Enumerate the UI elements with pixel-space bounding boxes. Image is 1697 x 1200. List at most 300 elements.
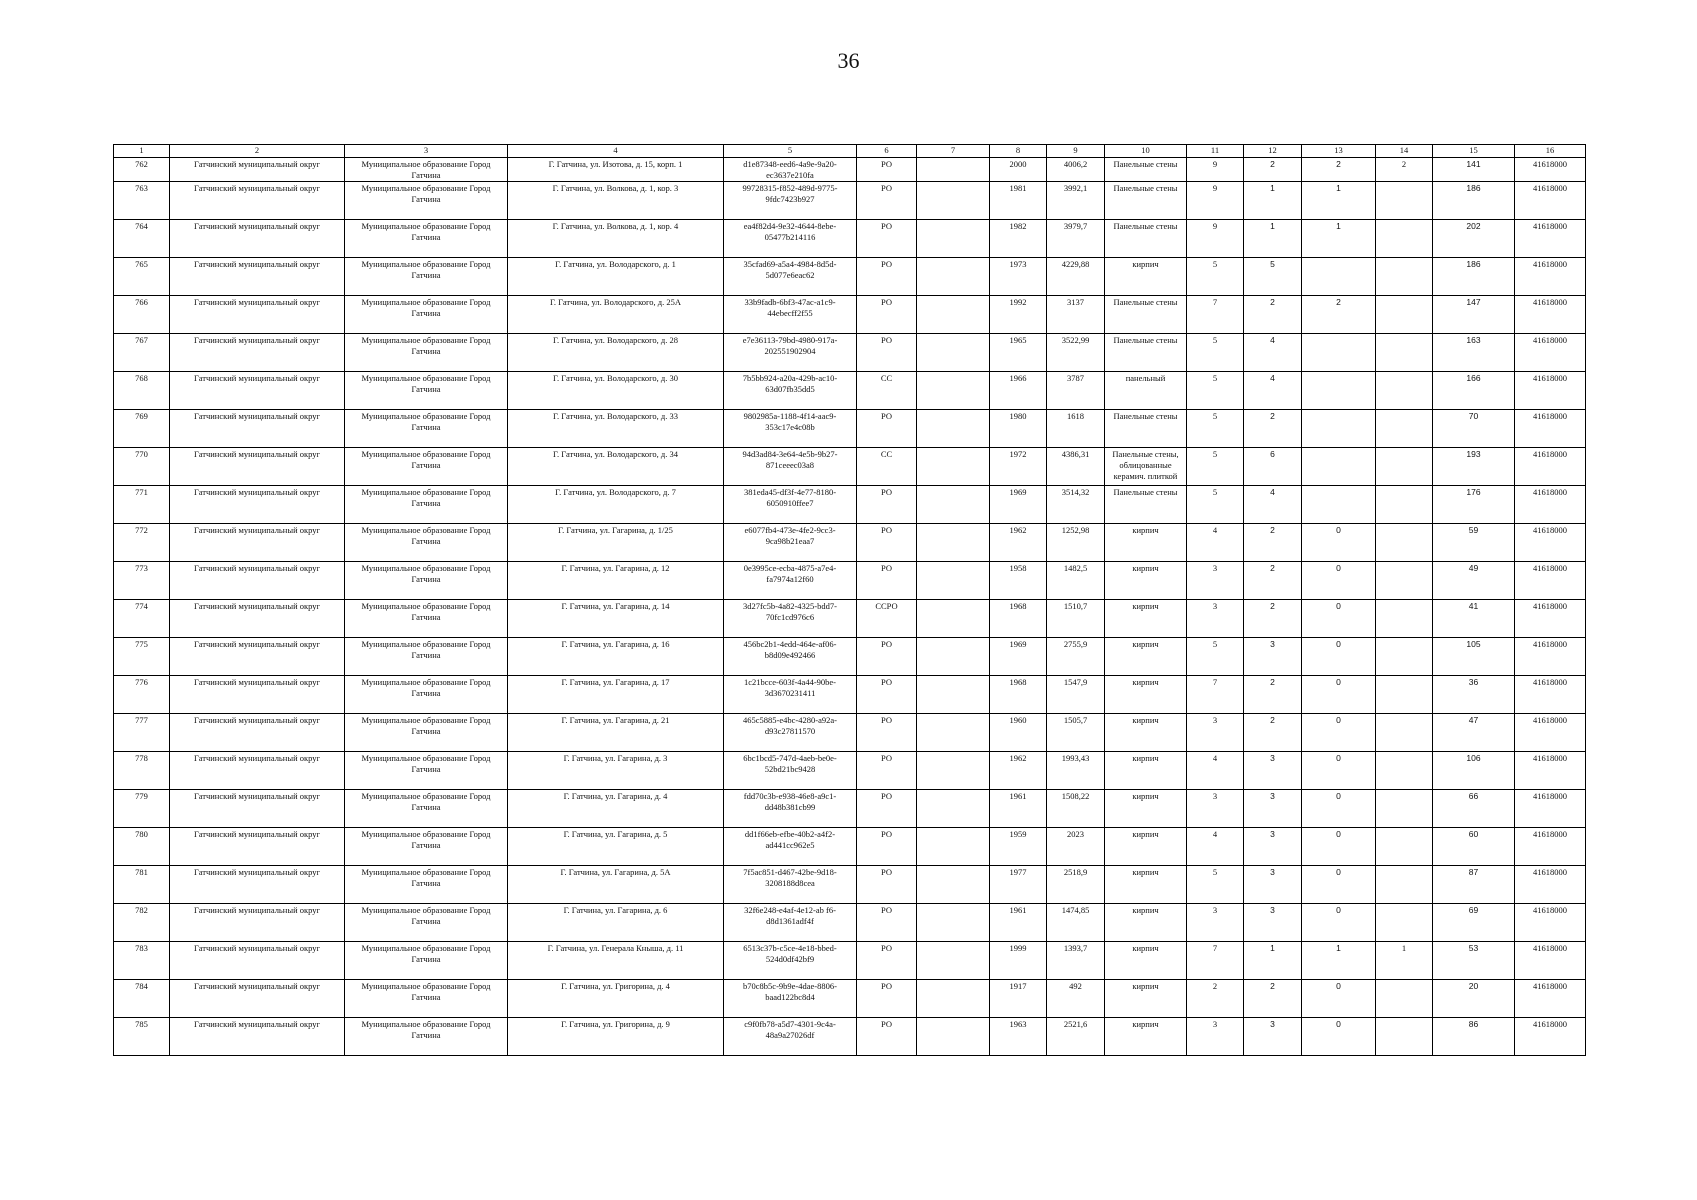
table-cell-col-9: 1510,7: [1047, 600, 1105, 638]
table-cell-col-12: 1: [1244, 182, 1302, 220]
table-cell-col-7: [917, 334, 990, 372]
table-cell-col-5: e6077fb4-473e-4fe2-9cc3-9ca98b21eaa7: [724, 524, 857, 562]
table-cell-col-6: РО: [857, 334, 917, 372]
table-cell-col-3: Муниципальное образование Город Гатчина: [345, 220, 508, 258]
table-cell-col-10: Панельные стены: [1105, 182, 1187, 220]
table-cell-col-9: 3137: [1047, 296, 1105, 334]
table-cell-col-8: 1960: [990, 714, 1047, 752]
table-row: [114, 158, 1586, 182]
table-cell-col-2: Гатчинский муниципальный округ: [170, 1018, 345, 1056]
table-cell-col-4: Г. Гатчина, ул. Волкова, д. 1, кор. 3: [508, 182, 724, 220]
table-cell-col-8: 1962: [990, 524, 1047, 562]
table-cell-col-11: 3: [1187, 600, 1244, 638]
table-cell-col-13: 0: [1302, 904, 1376, 942]
table-cell-col-7: [917, 410, 990, 448]
table-cell-col-5: b70c8b5c-9b9e-4dae-8806-baad122bc8d4: [724, 980, 857, 1018]
table-cell-col-10: Панельные стены: [1105, 334, 1187, 372]
table-cell-col-1: 782: [114, 904, 170, 942]
table-cell-col-7: [917, 372, 990, 410]
table-header: [114, 145, 1586, 158]
table-cell-col-2: Гатчинский муниципальный округ: [170, 790, 345, 828]
table-cell-col-11: 5: [1187, 410, 1244, 448]
table-cell-col-7: [917, 296, 990, 334]
table-cell-col-4: Г. Гатчина, ул. Володарского, д. 33: [508, 410, 724, 448]
table-cell-col-1: 777: [114, 714, 170, 752]
table-cell-col-7: [917, 980, 990, 1018]
table-cell-col-6: СС: [857, 448, 917, 486]
table-cell-col-1: 766: [114, 296, 170, 334]
table-cell-col-4: Г. Гатчина, ул. Гагарина, д. 3: [508, 752, 724, 790]
table-cell-col-6: СС: [857, 372, 917, 410]
table-row: [114, 942, 1586, 980]
table-row: [114, 866, 1586, 904]
table-cell-col-2: Гатчинский муниципальный округ: [170, 182, 345, 220]
table-cell-col-6: РО: [857, 220, 917, 258]
table-cell-col-14: [1376, 296, 1433, 334]
column-header-16: 16: [1515, 145, 1586, 158]
table-cell-col-7: [917, 676, 990, 714]
table-cell-col-3: Муниципальное образование Город Гатчина: [345, 600, 508, 638]
table-row: [114, 258, 1586, 296]
table-cell-col-4: Г. Гатчина, ул. Гагарина, д. 5: [508, 828, 724, 866]
table-cell-col-11: 5: [1187, 334, 1244, 372]
table-cell-col-16: 41618000: [1515, 158, 1586, 182]
table-cell-col-5: d1e87348-eed6-4a9e-9a20-ec3637e210fa: [724, 158, 857, 182]
table-cell-col-13: 1: [1302, 220, 1376, 258]
table-cell-col-11: 5: [1187, 866, 1244, 904]
table-cell-col-13: 0: [1302, 790, 1376, 828]
table-cell-col-6: РО: [857, 676, 917, 714]
table-cell-col-13: [1302, 334, 1376, 372]
table-cell-col-2: Гатчинский муниципальный округ: [170, 334, 345, 372]
table-cell-col-15: 59: [1433, 524, 1515, 562]
table-cell-col-8: 1958: [990, 562, 1047, 600]
table-cell-col-2: Гатчинский муниципальный округ: [170, 486, 345, 524]
table-cell-col-3: Муниципальное образование Город Гатчина: [345, 866, 508, 904]
table-cell-col-14: [1376, 638, 1433, 676]
table-cell-col-5: 99728315-f852-489d-9775-9fdc7423b927: [724, 182, 857, 220]
table-cell-col-8: 1980: [990, 410, 1047, 448]
table-cell-col-16: 41618000: [1515, 296, 1586, 334]
table-cell-col-3: Муниципальное образование Город Гатчина: [345, 942, 508, 980]
table-cell-col-11: 2: [1187, 980, 1244, 1018]
table-cell-col-15: 60: [1433, 828, 1515, 866]
table-cell-col-10: панельный: [1105, 372, 1187, 410]
table-cell-col-5: 1c21bcce-603f-4a44-90be-3d3670231411: [724, 676, 857, 714]
table-cell-col-4: Г. Гатчина, ул. Гагарина, д. 6: [508, 904, 724, 942]
table-cell-col-1: 774: [114, 600, 170, 638]
table-row: [114, 562, 1586, 600]
table-cell-col-5: 35cfad69-a5a4-4984-8d5d-5d077e6eac62: [724, 258, 857, 296]
table-cell-col-8: 1966: [990, 372, 1047, 410]
table-cell-col-10: кирпич: [1105, 866, 1187, 904]
table-cell-col-11: 3: [1187, 1018, 1244, 1056]
table-cell-col-1: 764: [114, 220, 170, 258]
table-cell-col-5: 6bc1bcd5-747d-4aeb-be0e-52bd21bc9428: [724, 752, 857, 790]
table-cell-col-6: РО: [857, 562, 917, 600]
table-cell-col-14: [1376, 258, 1433, 296]
table-cell-col-2: Гатчинский муниципальный округ: [170, 752, 345, 790]
table-cell-col-5: 465c5885-e4bc-4280-a92a-d93c27811570: [724, 714, 857, 752]
table-cell-col-12: 3: [1244, 1018, 1302, 1056]
table-cell-col-4: Г. Гатчина, ул. Гагарина, д. 12: [508, 562, 724, 600]
table-cell-col-2: Гатчинский муниципальный округ: [170, 372, 345, 410]
table-cell-col-7: [917, 448, 990, 486]
table-cell-col-10: кирпич: [1105, 638, 1187, 676]
table-cell-col-16: 41618000: [1515, 866, 1586, 904]
table-cell-col-3: Муниципальное образование Город Гатчина: [345, 410, 508, 448]
table-cell-col-16: 41618000: [1515, 828, 1586, 866]
table-cell-col-10: Панельные стены: [1105, 296, 1187, 334]
table-cell-col-3: Муниципальное образование Город Гатчина: [345, 372, 508, 410]
table-cell-col-12: 3: [1244, 866, 1302, 904]
table-row: [114, 220, 1586, 258]
table-cell-col-10: Панельные стены: [1105, 410, 1187, 448]
table-cell-col-5: 33b9fadb-6bf3-47ac-a1c9-44ebecff2f55: [724, 296, 857, 334]
table-cell-col-15: 53: [1433, 942, 1515, 980]
table-cell-col-8: 1969: [990, 638, 1047, 676]
table-cell-col-14: [1376, 486, 1433, 524]
table-cell-col-7: [917, 790, 990, 828]
table-cell-col-9: 4229,88: [1047, 258, 1105, 296]
column-header-4: 4: [508, 145, 724, 158]
table-cell-col-9: 1618: [1047, 410, 1105, 448]
table-cell-col-8: 1963: [990, 1018, 1047, 1056]
column-header-11: 11: [1187, 145, 1244, 158]
table-cell-col-15: 87: [1433, 866, 1515, 904]
table-cell-col-12: 2: [1244, 676, 1302, 714]
table-cell-col-12: 2: [1244, 600, 1302, 638]
header-row: [114, 145, 1586, 158]
table-cell-col-3: Муниципальное образование Город Гатчина: [345, 790, 508, 828]
table-cell-col-10: кирпич: [1105, 942, 1187, 980]
table-cell-col-5: 6513c37b-c5ce-4e18-bbed-524d0df42bf9: [724, 942, 857, 980]
table-cell-col-14: [1376, 866, 1433, 904]
table-cell-col-3: Муниципальное образование Город Гатчина: [345, 158, 508, 182]
table-cell-col-11: 7: [1187, 676, 1244, 714]
table-cell-col-14: [1376, 372, 1433, 410]
table-cell-col-8: 1972: [990, 448, 1047, 486]
table-cell-col-16: 41618000: [1515, 1018, 1586, 1056]
table-cell-col-8: 1959: [990, 828, 1047, 866]
table-cell-col-9: 1993,43: [1047, 752, 1105, 790]
table-row: [114, 600, 1586, 638]
housing-registry-table: [113, 144, 1586, 1056]
table-cell-col-14: [1376, 752, 1433, 790]
table-cell-col-15: 186: [1433, 182, 1515, 220]
table-cell-col-2: Гатчинский муниципальный округ: [170, 410, 345, 448]
table-cell-col-9: 1393,7: [1047, 942, 1105, 980]
table-cell-col-9: 1547,9: [1047, 676, 1105, 714]
table-cell-col-14: [1376, 676, 1433, 714]
table-row: [114, 828, 1586, 866]
table-cell-col-1: 775: [114, 638, 170, 676]
table-cell-col-10: кирпич: [1105, 600, 1187, 638]
table-row: [114, 296, 1586, 334]
table-cell-col-1: 785: [114, 1018, 170, 1056]
table-row: [114, 638, 1586, 676]
table-cell-col-12: 4: [1244, 334, 1302, 372]
table-cell-col-2: Гатчинский муниципальный округ: [170, 158, 345, 182]
table-cell-col-4: Г. Гатчина, ул. Гагарина, д. 17: [508, 676, 724, 714]
table-cell-col-14: [1376, 220, 1433, 258]
table-cell-col-6: РО: [857, 866, 917, 904]
table-cell-col-2: Гатчинский муниципальный округ: [170, 600, 345, 638]
table-cell-col-7: [917, 828, 990, 866]
table-cell-col-15: 186: [1433, 258, 1515, 296]
table-cell-col-3: Муниципальное образование Город Гатчина: [345, 638, 508, 676]
table-cell-col-2: Гатчинский муниципальный округ: [170, 258, 345, 296]
table-cell-col-12: 4: [1244, 372, 1302, 410]
table-cell-col-12: 3: [1244, 752, 1302, 790]
table-cell-col-9: 2521,6: [1047, 1018, 1105, 1056]
table-cell-col-3: Муниципальное образование Город Гатчина: [345, 904, 508, 942]
table-row: [114, 182, 1586, 220]
table-cell-col-4: Г. Гатчина, ул. Изотова, д. 15, корп. 1: [508, 158, 724, 182]
table-cell-col-11: 3: [1187, 790, 1244, 828]
table-row: [114, 676, 1586, 714]
table-cell-col-1: 783: [114, 942, 170, 980]
table-cell-col-15: 70: [1433, 410, 1515, 448]
table-cell-col-6: РО: [857, 182, 917, 220]
table-cell-col-2: Гатчинский муниципальный округ: [170, 828, 345, 866]
table-cell-col-3: Муниципальное образование Город Гатчина: [345, 714, 508, 752]
table-cell-col-11: 7: [1187, 942, 1244, 980]
table-cell-col-16: 41618000: [1515, 752, 1586, 790]
table-cell-col-2: Гатчинский муниципальный округ: [170, 562, 345, 600]
table-cell-col-13: 0: [1302, 752, 1376, 790]
table-cell-col-15: 41: [1433, 600, 1515, 638]
table-cell-col-13: [1302, 448, 1376, 486]
table-cell-col-14: [1376, 828, 1433, 866]
table-cell-col-14: [1376, 600, 1433, 638]
table-cell-col-12: 2: [1244, 980, 1302, 1018]
table-cell-col-8: 1968: [990, 676, 1047, 714]
table-cell-col-12: 2: [1244, 524, 1302, 562]
column-header-3: 3: [345, 145, 508, 158]
column-header-15: 15: [1433, 145, 1515, 158]
table-cell-col-9: 1252,98: [1047, 524, 1105, 562]
table-cell-col-14: [1376, 410, 1433, 448]
table-cell-col-8: 2000: [990, 158, 1047, 182]
table-cell-col-4: Г. Гатчина, ул. Волкова, д. 1, кор. 4: [508, 220, 724, 258]
table-cell-col-4: Г. Гатчина, ул. Володарского, д. 28: [508, 334, 724, 372]
column-header-2: 2: [170, 145, 345, 158]
table-cell-col-7: [917, 258, 990, 296]
table-cell-col-12: 2: [1244, 296, 1302, 334]
table-cell-col-5: ea4f82d4-9e32-4644-8ebe-05477b214116: [724, 220, 857, 258]
table-cell-col-4: Г. Гатчина, ул. Гагарина, д. 5А: [508, 866, 724, 904]
table-cell-col-11: 3: [1187, 714, 1244, 752]
table-cell-col-14: 1: [1376, 942, 1433, 980]
table-cell-col-15: 176: [1433, 486, 1515, 524]
table-cell-col-13: 0: [1302, 524, 1376, 562]
table-cell-col-6: ССРО: [857, 600, 917, 638]
column-header-10: 10: [1105, 145, 1187, 158]
table-cell-col-6: РО: [857, 942, 917, 980]
table-cell-col-1: 763: [114, 182, 170, 220]
table-cell-col-12: 6: [1244, 448, 1302, 486]
table-cell-col-6: РО: [857, 410, 917, 448]
table-cell-col-2: Гатчинский муниципальный округ: [170, 942, 345, 980]
table-cell-col-15: 69: [1433, 904, 1515, 942]
table-cell-col-8: 1999: [990, 942, 1047, 980]
table-cell-col-8: 1977: [990, 866, 1047, 904]
table-cell-col-16: 41618000: [1515, 486, 1586, 524]
table-cell-col-11: 9: [1187, 220, 1244, 258]
table-cell-col-9: 1508,22: [1047, 790, 1105, 828]
table-row: [114, 410, 1586, 448]
table-cell-col-6: РО: [857, 486, 917, 524]
table-cell-col-1: 781: [114, 866, 170, 904]
table-cell-col-11: 4: [1187, 752, 1244, 790]
table-cell-col-16: 41618000: [1515, 790, 1586, 828]
table-cell-col-9: 3522,99: [1047, 334, 1105, 372]
table-cell-col-1: 765: [114, 258, 170, 296]
table-cell-col-11: 5: [1187, 448, 1244, 486]
table-row: [114, 448, 1586, 486]
table-cell-col-14: [1376, 714, 1433, 752]
table-cell-col-2: Гатчинский муниципальный округ: [170, 448, 345, 486]
table-cell-col-4: Г. Гатчина, ул. Гагарина, д. 4: [508, 790, 724, 828]
table-cell-col-11: 7: [1187, 296, 1244, 334]
table-cell-col-5: 9802985a-1188-4f14-aac9-353c17e4c08b: [724, 410, 857, 448]
table-cell-col-4: Г. Гатчина, ул. Генерала Кныша, д. 11: [508, 942, 724, 980]
table-cell-col-6: РО: [857, 790, 917, 828]
table-cell-col-3: Муниципальное образование Город Гатчина: [345, 828, 508, 866]
table-cell-col-16: 41618000: [1515, 942, 1586, 980]
table-cell-col-15: 49: [1433, 562, 1515, 600]
table-cell-col-12: 3: [1244, 828, 1302, 866]
table-cell-col-9: 2755,9: [1047, 638, 1105, 676]
table-cell-col-16: 41618000: [1515, 182, 1586, 220]
table-cell-col-3: Муниципальное образование Город Гатчина: [345, 562, 508, 600]
table-cell-col-2: Гатчинский муниципальный округ: [170, 866, 345, 904]
table-cell-col-4: Г. Гатчина, ул. Гагарина, д. 14: [508, 600, 724, 638]
table-cell-col-15: 163: [1433, 334, 1515, 372]
table-cell-col-14: [1376, 448, 1433, 486]
table-cell-col-2: Гатчинский муниципальный округ: [170, 980, 345, 1018]
table-cell-col-1: 780: [114, 828, 170, 866]
table-cell-col-3: Муниципальное образование Город Гатчина: [345, 752, 508, 790]
column-header-8: 8: [990, 145, 1047, 158]
table-cell-col-4: Г. Гатчина, ул. Григорина, д. 4: [508, 980, 724, 1018]
table-cell-col-16: 41618000: [1515, 676, 1586, 714]
table-cell-col-13: 1: [1302, 182, 1376, 220]
table-cell-col-15: 86: [1433, 1018, 1515, 1056]
table-cell-col-7: [917, 866, 990, 904]
table-cell-col-16: 41618000: [1515, 980, 1586, 1018]
table-cell-col-5: c9f0fb78-a5d7-4301-9c4a-48a9a27026df: [724, 1018, 857, 1056]
table-cell-col-15: 141: [1433, 158, 1515, 182]
table-cell-col-6: РО: [857, 714, 917, 752]
table-cell-col-7: [917, 524, 990, 562]
table-cell-col-11: 9: [1187, 182, 1244, 220]
table-cell-col-13: 0: [1302, 638, 1376, 676]
table-cell-col-3: Муниципальное образование Город Гатчина: [345, 334, 508, 372]
table-cell-col-6: РО: [857, 752, 917, 790]
table-cell-col-5: 3d27fc5b-4a82-4325-bdd7-70fc1cd976c6: [724, 600, 857, 638]
table-cell-col-2: Гатчинский муниципальный округ: [170, 220, 345, 258]
table-cell-col-13: 0: [1302, 1018, 1376, 1056]
table-cell-col-13: 0: [1302, 562, 1376, 600]
table-cell-col-9: 2518,9: [1047, 866, 1105, 904]
table-cell-col-5: 94d3ad84-3e64-4e5b-9b27-871ceeec03a8: [724, 448, 857, 486]
table-cell-col-1: 779: [114, 790, 170, 828]
table-cell-col-15: 47: [1433, 714, 1515, 752]
table-cell-col-3: Муниципальное образование Город Гатчина: [345, 296, 508, 334]
table-row: [114, 904, 1586, 942]
column-header-6: 6: [857, 145, 917, 158]
table-cell-col-14: [1376, 562, 1433, 600]
table-cell-col-7: [917, 1018, 990, 1056]
table-cell-col-16: 41618000: [1515, 562, 1586, 600]
table-cell-col-10: кирпич: [1105, 714, 1187, 752]
table-cell-col-14: [1376, 1018, 1433, 1056]
table-cell-col-16: 41618000: [1515, 334, 1586, 372]
table-cell-col-7: [917, 486, 990, 524]
table-cell-col-10: Панельные стены: [1105, 486, 1187, 524]
table-cell-col-1: 772: [114, 524, 170, 562]
table-cell-col-8: 1968: [990, 600, 1047, 638]
table-cell-col-9: 3514,32: [1047, 486, 1105, 524]
table-cell-col-8: 1973: [990, 258, 1047, 296]
table-cell-col-1: 767: [114, 334, 170, 372]
table-cell-col-12: 1: [1244, 220, 1302, 258]
table-cell-col-15: 36: [1433, 676, 1515, 714]
table-cell-col-12: 3: [1244, 790, 1302, 828]
table-cell-col-16: 41618000: [1515, 638, 1586, 676]
table-cell-col-6: РО: [857, 1018, 917, 1056]
table-cell-col-16: 41618000: [1515, 524, 1586, 562]
table-cell-col-4: Г. Гатчина, ул. Гагарина, д. 16: [508, 638, 724, 676]
table-cell-col-14: [1376, 790, 1433, 828]
table-cell-col-10: кирпич: [1105, 258, 1187, 296]
table-cell-col-8: 1961: [990, 790, 1047, 828]
table-cell-col-8: 1982: [990, 220, 1047, 258]
table-cell-col-13: 0: [1302, 676, 1376, 714]
table-cell-col-8: 1962: [990, 752, 1047, 790]
table-cell-col-7: [917, 600, 990, 638]
table-cell-col-12: 2: [1244, 714, 1302, 752]
table-cell-col-10: кирпич: [1105, 752, 1187, 790]
table-cell-col-8: 1969: [990, 486, 1047, 524]
table-cell-col-11: 5: [1187, 258, 1244, 296]
table-cell-col-10: кирпич: [1105, 524, 1187, 562]
table-cell-col-10: Панельные стены: [1105, 158, 1187, 182]
table-cell-col-9: 1474,85: [1047, 904, 1105, 942]
column-header-7: 7: [917, 145, 990, 158]
table-cell-col-13: 1: [1302, 942, 1376, 980]
table-row: [114, 524, 1586, 562]
column-header-12: 12: [1244, 145, 1302, 158]
table-cell-col-8: 1917: [990, 980, 1047, 1018]
table-cell-col-13: 0: [1302, 714, 1376, 752]
column-header-14: 14: [1376, 145, 1433, 158]
table-cell-col-10: кирпич: [1105, 904, 1187, 942]
table-cell-col-14: [1376, 904, 1433, 942]
table-cell-col-12: 5: [1244, 258, 1302, 296]
table-cell-col-15: 147: [1433, 296, 1515, 334]
table-cell-col-13: 2: [1302, 296, 1376, 334]
table-cell-col-6: РО: [857, 980, 917, 1018]
table-cell-col-9: 2023: [1047, 828, 1105, 866]
table-cell-col-13: 2: [1302, 158, 1376, 182]
table-cell-col-10: кирпич: [1105, 828, 1187, 866]
page-number: 36: [837, 48, 860, 73]
table-cell-col-16: 41618000: [1515, 372, 1586, 410]
table-cell-col-11: 4: [1187, 828, 1244, 866]
